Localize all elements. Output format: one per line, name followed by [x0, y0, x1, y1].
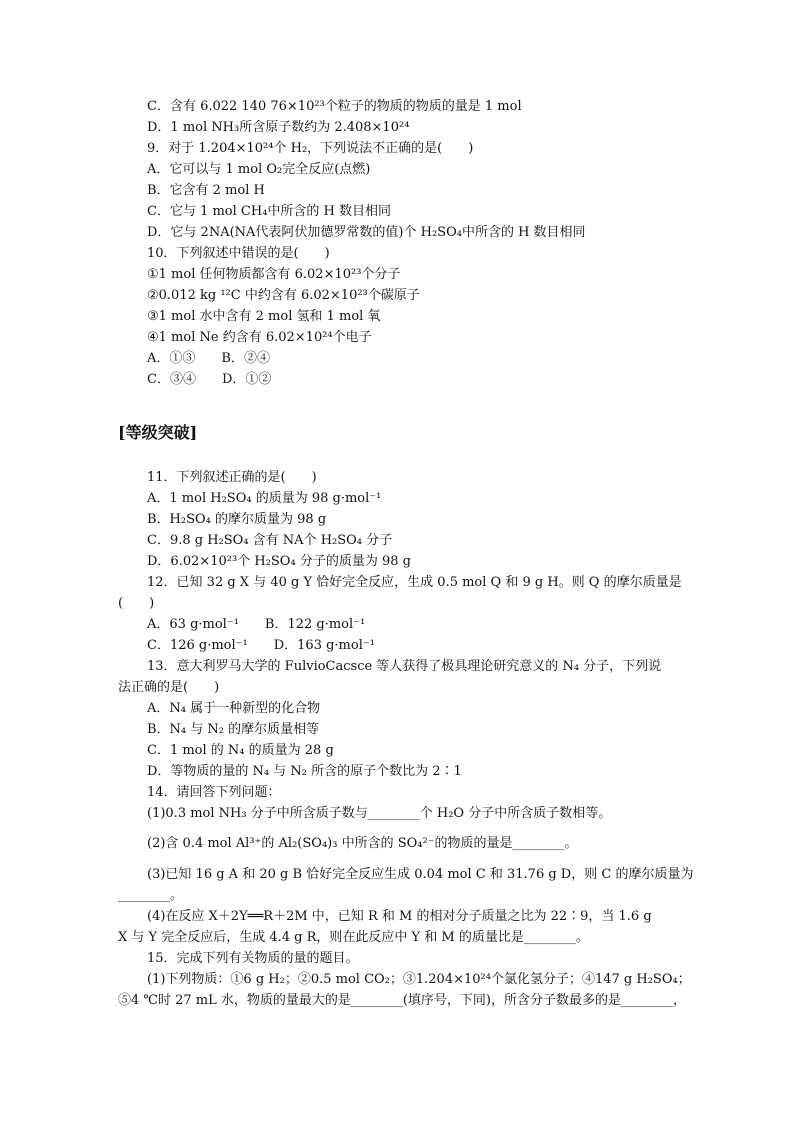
q12-stem: 12．已知 32 g X 与 40 g Y 恰好完全反应，生成 0.5 mol Q 和 9 g H。则 Q 的摩尔质量是 — [147, 575, 682, 590]
q9-option-b: B．它含有 2 mol H — [147, 183, 265, 198]
q8-option-c: C．含有 6.022 140 76×10²³个粒子的物质的物质的量是 1 mol — [147, 99, 522, 114]
q9-stem: 9．对于 1.204×10²⁴个 H₂，下列说法不正确的是( ) — [147, 141, 474, 156]
q8-option-d: D．1 mol NH₃所含原子数约为 2.408×10²⁴ — [147, 120, 410, 135]
q15-stem: 15．完成下列有关物质的量的题目。 — [147, 951, 359, 966]
q13-stem-cont: 法正确的是( ) — [118, 680, 220, 695]
q15-part-1-cont: ⑤4 ℃时 27 mL 水，物质的量最大的是________(填序号，下同)，所含分子数最多的是________， — [118, 993, 686, 1008]
q9-option-a: A．它可以与 1 mol O₂完全反应(点燃) — [147, 162, 371, 177]
q11-option-b: B．H₂SO₄ 的摩尔质量为 98 g — [147, 512, 327, 527]
q13-stem: 13．意大利罗马大学的 FulvioCacsce 等人获得了极具理论研究意义的 N₄ 分子，下列说 — [147, 659, 662, 674]
q10-item-2: ②0.012 kg ¹²C 中约含有 6.02×10²³个碳原子 — [147, 288, 420, 303]
q10-item-4: ④1 mol Ne 约含有 6.02×10²⁴个电子 — [147, 330, 372, 345]
q14-part-4-cont: X 与 Y 完全反应后，生成 4.4 g R，则在此反应中 Y 和 M 的质量比是________。 — [118, 930, 589, 945]
q12-options-cd: C．126 g·mol⁻¹ D．163 g·mol⁻¹ — [147, 638, 375, 653]
q14-part-3-cont: ________。 — [118, 888, 184, 903]
q11-option-a: A．1 mol H₂SO₄ 的质量为 98 g·mol⁻¹ — [147, 491, 382, 506]
q14-stem: 14．请回答下列问题： — [147, 785, 281, 800]
q10-item-3: ③1 mol 水中含有 2 mol 氢和 1 mol 氧 — [147, 309, 381, 324]
q12-stem-cont: ( ) — [118, 596, 155, 611]
section-heading: [等级突破] — [118, 423, 198, 442]
q14-part-1: (1)0.3 mol NH₃ 分子中所含质子数与________个 H₂O 分子中所含质子数相等。 — [147, 806, 612, 821]
q15-part-1: (1)下列物质：①6 g H₂；②0.5 mol CO₂；③1.204×10²⁴个氯化氢分子；④147 g H₂SO₄； — [147, 972, 691, 987]
q10-stem: 10．下列叙述中错误的是( ) — [147, 246, 330, 261]
q14-part-4: (4)在反应 X＋2Y══R＋2M 中，已知 R 和 M 的相对分子质量之比为 22∶9，当 1.6 g — [147, 909, 652, 924]
q13-option-c: C．1 mol 的 N₄ 的质量为 28 g — [147, 743, 334, 758]
q11-stem: 11．下列叙述正确的是( ) — [147, 470, 317, 485]
q13-option-d: D．等物质的量的 N₄ 与 N₂ 所含的原子个数比为 2∶1 — [147, 764, 462, 779]
q12-options-ab: A．63 g·mol⁻¹ B．122 g·mol⁻¹ — [147, 617, 366, 632]
q14-part-2: (2)含 0.4 mol Al³⁺的 Al₂(SO₄)₃ 中所含的 SO₄²⁻的物质的量是________。 — [147, 836, 578, 851]
q13-option-a: A．N₄ 属于一种新型的化合物 — [147, 701, 321, 716]
q11-option-c: C．9.8 g H₂SO₄ 含有 NA个 H₂SO₄ 分子 — [147, 533, 393, 548]
q9-option-d: D．它与 2NA(NA代表阿伏加德罗常数的值)个 H₂SO₄中所含的 H 数目相同 — [147, 225, 586, 240]
q13-option-b: B．N₄ 与 N₂ 的摩尔质量相等 — [147, 722, 320, 737]
q10-options-cd: C．③④ D．①② — [147, 372, 272, 387]
q10-options-ab: A．①③ B．②④ — [147, 351, 270, 366]
q10-item-1: ①1 mol 任何物质都含有 6.02×10²³个分子 — [147, 267, 401, 282]
q11-option-d: D．6.02×10²³个 H₂SO₄ 分子的质量为 98 g — [147, 554, 411, 569]
q14-part-3: (3)已知 16 g A 和 20 g B 恰好完全反应生成 0.04 mol C 和 31.76 g D，则 C 的摩尔质量为 — [147, 867, 694, 882]
q9-option-c: C．它与 1 mol CH₄中所含的 H 数目相同 — [147, 204, 392, 219]
